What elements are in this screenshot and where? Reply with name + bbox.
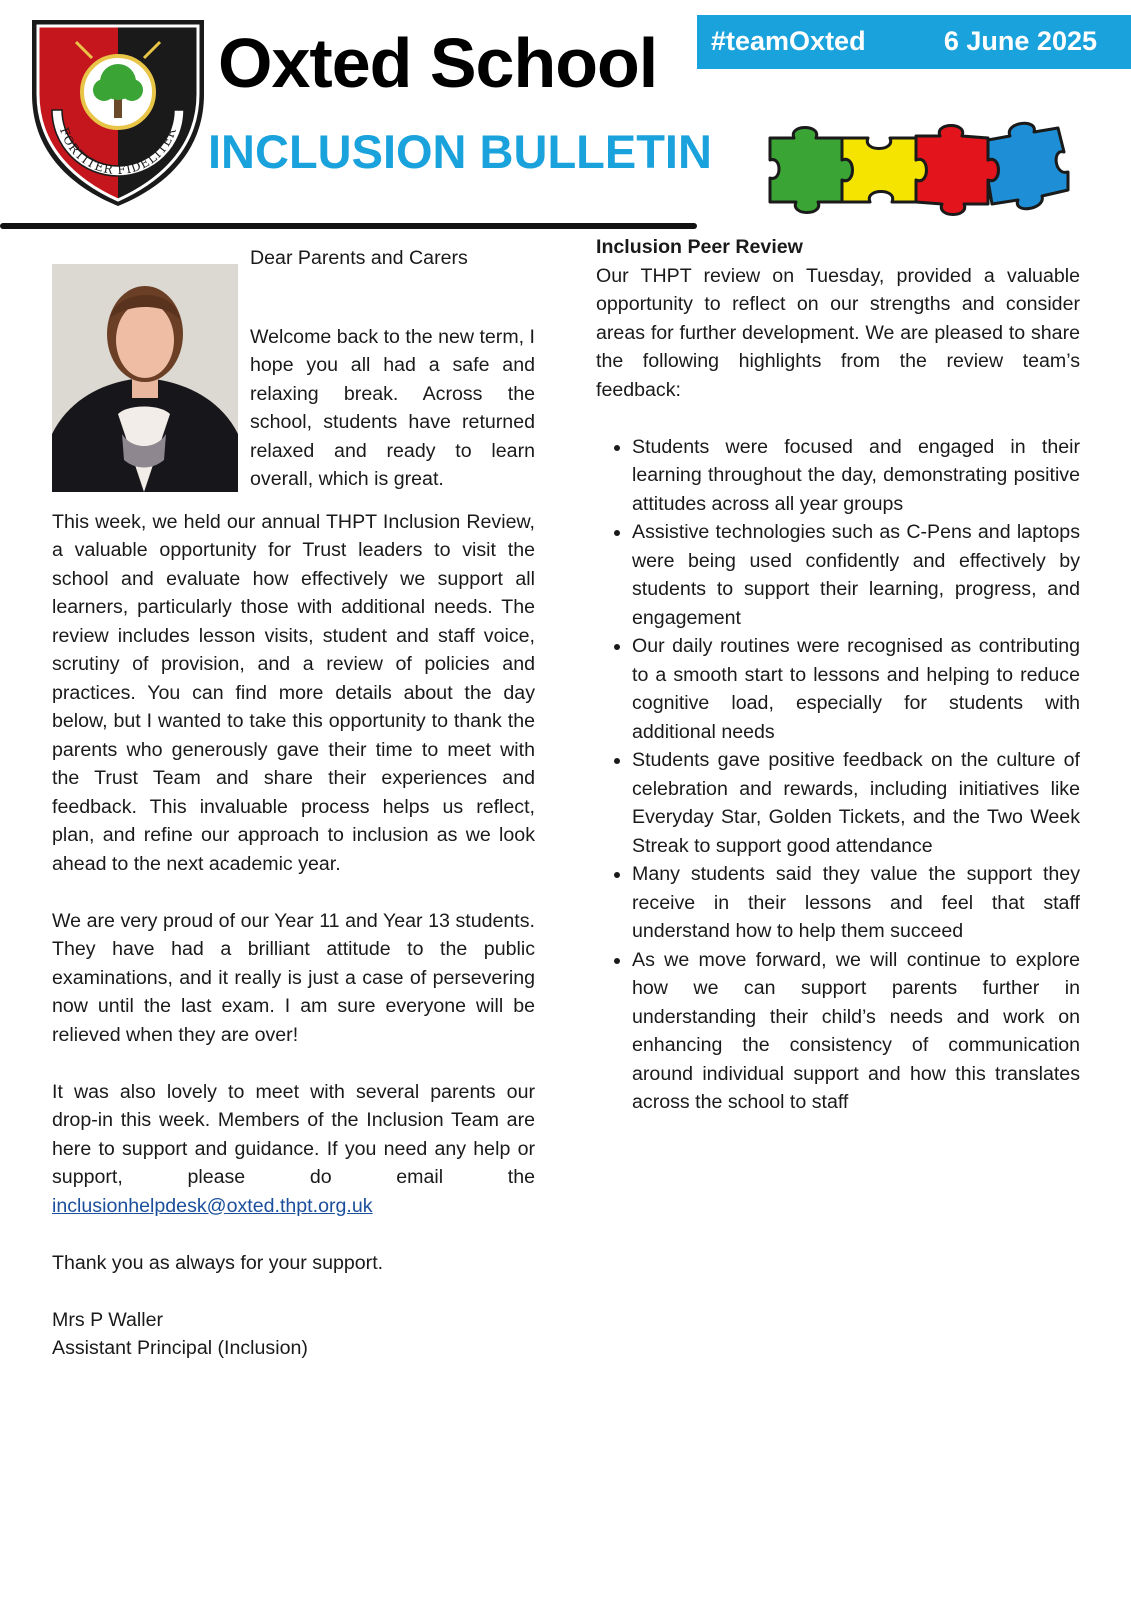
bulletin-title: INCLUSION BULLETIN: [208, 125, 712, 178]
letter-paragraph: Welcome back to the new term, I hope you all had a safe and relaxing break. Across the school, students have returned relaxed and ready to learn overall, which is great.: [250, 325, 535, 490]
peer-review-intro: Our THPT review on Tuesday, provided a valuable opportunity to reflect on our strengths and consider areas for further development. We are pleased to share the following highlights from the review team’s feedback:: [596, 264, 1080, 401]
signature-block: [52, 1306, 535, 1363]
letter-paragraph: We are very proud of our Year 11 and Year 13 students. They have had a brilliant attitude to the public examinations, and it really is just a case of persevering now until the last exam. I am sure everyone will be relieved when they are over!: [52, 909, 535, 1046]
school-name: Oxted School: [218, 24, 658, 102]
staff-photo: [52, 264, 238, 492]
review-highlight-item: • Our daily routines were recognised as contributing to a smooth start to lessons and helping to reduce cognitive load, especially for students with additional needs: [632, 632, 1080, 746]
contact-text: It was also lovely to meet with several parents our drop-in this week. Members of the Inclusion Team are here to support and guidance. If you need any help or support, please do email the: [52, 1080, 535, 1188]
puzzle-piece-blue: [988, 123, 1068, 208]
svg-text:FORTITER FIDELITER: FORTITER FIDELITER: [56, 125, 180, 178]
review-highlight-item: • Students gave positive feedback on the culture of celebration and rewards, including initiatives like Everyday Star, Golden Tickets, and the Two Week Streak to support good attendance: [632, 746, 1080, 860]
review-highlight-item: • Many students said they value the support they receive in their lessons and feel that staff understand how to help them succeed: [632, 860, 1080, 946]
review-highlight-item: • As we move forward, we will continue to explore how we can support parents further in understanding their child’s needs and work on enhancing the consistency of communication around individual support and how this translates across the school to staff: [632, 946, 1080, 1117]
helpdesk-email-link[interactable]: inclusionhelpdesk@oxted.thpt.org.uk: [52, 1194, 373, 1217]
letter-paragraph: This week, we held our annual THPT Inclusion Review, a valuable opportunity for Trust leaders to visit the school and evaluate how effectively we support all learners, particularly those with additional needs. The review includes lesson visits, student and staff voice, scrutiny of provision, and a review of policies and practices. You can find more details about the day below, but I wanted to take this opportunity to thank the parents who generously gave their time to meet with the Trust Team and share their experiences and feedback. This invaluable process helps us reflect, plan, and refine our approach to inclusion as we look ahead to the next academic year.: [52, 510, 535, 875]
review-highlights-list: [596, 433, 1080, 1117]
school-crest-logo: [28, 14, 208, 206]
peer-review-heading: Inclusion Peer Review: [596, 236, 803, 258]
puzzle-piece-green: [770, 128, 853, 213]
puzzle-piece-red: [916, 126, 999, 215]
letter-closing: Thank you as always for your support.: [52, 1251, 384, 1274]
review-highlight-item: • Students were focused and engaged in their learning throughout the day, demonstrating positive attitudes across all year groups: [632, 433, 1080, 519]
signature-name: Mrs P Waller: [52, 1308, 164, 1331]
puzzle-piece-yellow: [842, 138, 927, 202]
principal-letter: [52, 244, 535, 1391]
puzzle-pieces-graphic: [766, 116, 1072, 220]
issue-date: 6 June 2025: [943, 26, 1097, 56]
letter-paragraph-contact: [52, 1078, 535, 1221]
review-highlight-item: • Assistive technologies such as C-Pens and laptops were being used confidently and effectively by students to support their learning, progress, and engagement: [632, 518, 1080, 632]
hashtag-label: #teamOxted: [711, 26, 866, 56]
signature-title: Assistant Principal (Inclusion): [52, 1337, 308, 1359]
peer-review-section: [596, 233, 1080, 1117]
letter-greeting: Dear Parents and Carers: [250, 247, 468, 269]
header-divider: [0, 223, 697, 229]
hashtag-date-banner: [697, 15, 1131, 69]
